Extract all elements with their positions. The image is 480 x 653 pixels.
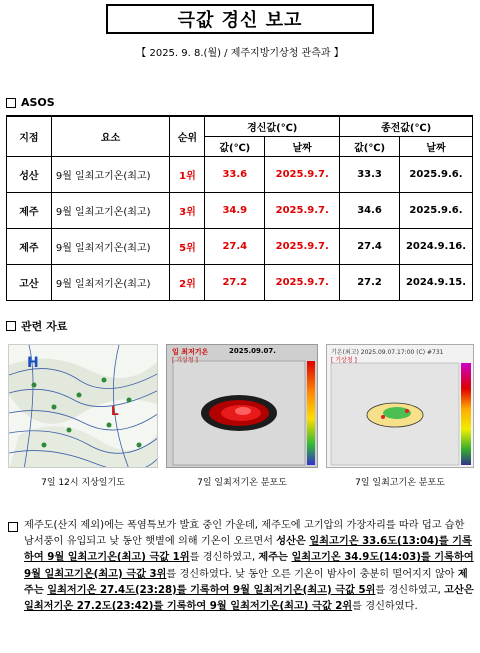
max-map-title: 기온(최고) 2025.09.07.17:00 (C) #731: [331, 349, 444, 356]
paragraph-segment: 제주는: [24, 568, 468, 596]
svg-text:L: L: [111, 404, 119, 418]
section-asos-label: ASOS: [21, 96, 55, 109]
header-prev-group: 종전값(℃): [340, 116, 473, 137]
cell-station: 고산: [7, 265, 52, 301]
cell-rank: 3위: [170, 193, 205, 229]
svg-text:H: H: [27, 355, 39, 371]
cell-new-value: 27.4: [205, 229, 265, 265]
summary-paragraph: [24, 518, 476, 615]
header-prev-date: 날짜: [400, 137, 473, 157]
header-new-value: 값(℃): [205, 137, 265, 157]
header-prev-value: 값(℃): [340, 137, 400, 157]
cell-new-value: 27.2: [205, 265, 265, 301]
cell-prev-date: 2025.9.6.: [400, 193, 473, 229]
cell-element: 9월 일최고기온(최고): [51, 193, 170, 229]
paragraph-segment: 제주는: [258, 552, 292, 564]
header-new-group: 경신값(℃): [205, 116, 340, 137]
cell-prev-value: 27.2: [340, 265, 400, 301]
cell-station: 제주: [7, 193, 52, 229]
min-map-title: 일 최저기온: [172, 348, 209, 356]
paragraph-segment: 일최고기온 33.6도(13:04)를 기록하여 9월 일최고기온(최고) 극값 1위: [24, 536, 472, 564]
min-map-tag: [ 기상청 ]: [172, 357, 198, 364]
cell-element: 9월 일최고기온(최고): [51, 157, 170, 193]
paragraph-segment: 일최저기온 27.2도(23:42)를 기록하여 9월 일최저기온(최고) 극값 2위: [24, 601, 353, 613]
caption-max-temp-map: 7일 일최고기온 분포도: [355, 478, 445, 488]
section-related-heading: [6, 318, 67, 334]
report-subtitle: 【 2025. 9. 8.(월) / 제주지방기상청 관측과 】: [136, 48, 344, 59]
paragraph-segment: 제주도(산지 제외)에는 폭염특보가 발효 중인 가운데, 제주도에 고기압의 가장자리를 따라 덥고 습한 남서풍이 유입되고 낮 동안 햇볕에 의해 기온이 오르면서: [24, 520, 465, 548]
header-station: 지점: [7, 116, 52, 157]
asos-table: [6, 115, 473, 301]
caption-weather-chart: 7일 12시 지상일기도: [41, 478, 125, 488]
max-temperature-map-image: [326, 344, 474, 468]
weather-chart-graphic: [9, 345, 158, 468]
surface-weather-chart-image: [8, 344, 158, 468]
header-rank: 순위: [170, 116, 205, 157]
cell-prev-date: 2024.9.15.: [400, 265, 473, 301]
cell-element: 9월 일최저기온(최고): [51, 229, 170, 265]
cell-new-date: 2025.9.7.: [265, 229, 340, 265]
caption-min-temp-map: 7일 일최저기온 분포도: [197, 478, 287, 488]
square-bullet-icon: [6, 321, 16, 331]
table-row: [7, 157, 473, 193]
square-bullet-icon: [8, 522, 18, 532]
paragraph-segment: 를 경신하였다.: [352, 601, 418, 613]
cell-element: 9월 일최저기온(최고): [51, 265, 170, 301]
header-new-date: 날짜: [265, 137, 340, 157]
paragraph-segment: 를 경신하였다. 낮 동안 오른 기온이 밤사이 충분히 떨어지지 않아: [166, 568, 458, 580]
table-row: [7, 265, 473, 301]
cell-prev-value: 33.3: [340, 157, 400, 193]
paragraph-segment: 를 경신하였고,: [375, 584, 445, 596]
max-map-tag: [ 기상청 ]: [331, 357, 357, 364]
square-bullet-icon: [6, 98, 16, 108]
cell-prev-date: 2024.9.16.: [400, 229, 473, 265]
cell-new-date: 2025.9.7.: [265, 265, 340, 301]
report-title: 극값 경신 보고: [106, 4, 374, 34]
cell-prev-date: 2025.9.6.: [400, 157, 473, 193]
cell-rank: 2위: [170, 265, 205, 301]
cell-prev-value: 34.6: [340, 193, 400, 229]
paragraph-segment: 일최저기온 27.4도(23:28)를 기록하여 9월 일최저기온(최고) 극값 5위: [47, 584, 376, 596]
table-row: [7, 193, 473, 229]
min-map-date: 2025.09.07.: [229, 347, 276, 355]
min-temperature-map-image: [166, 344, 318, 468]
cell-rank: 5위: [170, 229, 205, 265]
cell-station: 제주: [7, 229, 52, 265]
table-row: [7, 229, 473, 265]
cell-new-value: 33.6: [205, 157, 265, 193]
header-element: 요소: [51, 116, 170, 157]
cell-rank: 1위: [170, 157, 205, 193]
section-related-label: 관련 자료: [21, 320, 68, 333]
cell-prev-value: 27.4: [340, 229, 400, 265]
paragraph-segment: 고산은: [444, 584, 474, 596]
cell-new-date: 2025.9.7.: [265, 193, 340, 229]
paragraph-segment: 를 경신하였고,: [189, 552, 259, 564]
paragraph-segment: 일최고기온 34.9도(14:03)를 기록하여 9월 일최고기온(최고) 극값 3위: [24, 552, 474, 580]
cell-new-date: 2025.9.7.: [265, 157, 340, 193]
section-asos-heading: [6, 96, 55, 109]
cell-station: 성산: [7, 157, 52, 193]
paragraph-segment: 성산은: [276, 536, 310, 548]
cell-new-value: 34.9: [205, 193, 265, 229]
